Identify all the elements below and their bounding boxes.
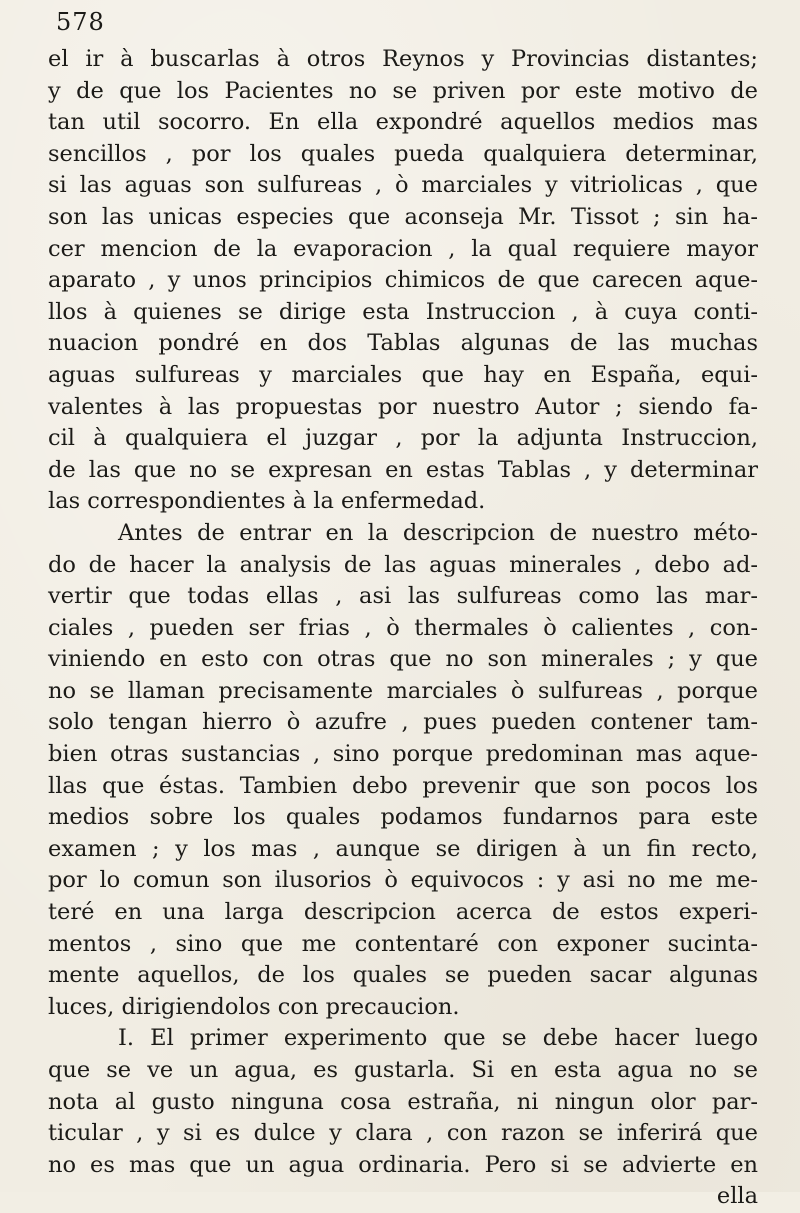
text-line: llas que éstas. Tambien debo prevenir que son pocos los xyxy=(48,772,758,799)
text-line: y de que los Pacientes no se priven por este motivo de xyxy=(48,77,758,104)
body-text xyxy=(48,44,758,1213)
text-line: examen ; y los mas , aunque se dirigen à un fin recto, xyxy=(48,835,758,862)
text-line: no se llaman precisamente marciales ò sulfureas , porque xyxy=(48,677,758,704)
text-line: el ir à buscarlas à otros Reynos y Provincias distantes; xyxy=(48,46,758,72)
text-line: aparato , y unos principios chimicos de que carecen aque- xyxy=(48,267,758,294)
text-line: aguas sulfureas y marciales que hay en España, equi- xyxy=(48,361,758,388)
text-line: luces, dirigiendolos con precaucion. xyxy=(48,993,460,1020)
text-line: I. El primer experimento que se debe hacer luego xyxy=(118,1025,758,1052)
text-line: mente aquellos, de los quales se pueden sacar algunas xyxy=(48,962,758,989)
text-line: mentos , sino que me contentaré con exponer sucinta- xyxy=(48,930,758,957)
text-line: son las unicas especies que aconseja Mr. Tissot ; sin ha- xyxy=(48,203,758,230)
text-line: vertir que todas ellas , asi las sulfureas como las mar- xyxy=(48,583,758,610)
text-line: cil à qualquiera el juzgar , por la adjunta Instruccion, xyxy=(48,425,758,452)
page-number: 578 xyxy=(56,8,105,36)
text-line: ticular , y si es dulce y clara , con razon se inferirá que xyxy=(48,1120,758,1147)
text-line: teré en una larga descripcion acerca de estos experi- xyxy=(48,899,758,926)
text-line: las correspondientes à la enfermedad. xyxy=(48,488,486,515)
text-line: solo tengan hierro ò azufre , pues pueden contener tam- xyxy=(48,709,758,736)
text-line: que se ve un agua, es gustarla. Si en esta agua no se xyxy=(48,1057,758,1083)
text-line: bien otras sustancias , sino porque predominan mas aque- xyxy=(48,741,758,768)
text-line: do de hacer la analysis de las aguas minerales , debo ad- xyxy=(48,551,758,578)
text-line: no es mas que un agua ordinaria. Pero si se advierte en xyxy=(48,1151,758,1178)
text-line: valentes à las propuestas por nuestro Autor ; siendo fa- xyxy=(48,393,758,420)
text-line: medios sobre los quales podamos fundarnos para este xyxy=(48,804,758,831)
text-line: por lo comun son ilusorios ò equivocos : y asi no me me- xyxy=(48,867,758,894)
text-line: ciales , pueden ser frias , ò thermales ò calientes , con- xyxy=(48,614,758,641)
text-line: tan util socorro. En ella expondré aquellos medios mas xyxy=(48,109,758,136)
text-line: de las que no se expresan en estas Tablas , y determinar xyxy=(48,456,758,483)
text-line: viniendo en esto con otras que no son minerales ; y que xyxy=(48,646,758,673)
text-line: cer mencion de la evaporacion , la qual requiere mayor xyxy=(48,235,758,262)
text-line: llos à quienes se dirige esta Instruccion , à cuya conti- xyxy=(48,298,758,325)
text-line: si las aguas son sulfureas , ò marciales y vitriolicas , que xyxy=(48,172,758,199)
text-line: nota al gusto ninguna cosa estraña, ni ningun olor par- xyxy=(48,1088,758,1115)
text-line: sencillos , por los quales pueda qualquiera determinar, xyxy=(48,140,758,167)
text-line: ella xyxy=(716,1183,758,1210)
text-line: Antes de entrar en la descripcion de nuestro méto- xyxy=(118,519,758,546)
text-line: nuacion pondré en dos Tablas algunas de las muchas xyxy=(48,330,758,357)
